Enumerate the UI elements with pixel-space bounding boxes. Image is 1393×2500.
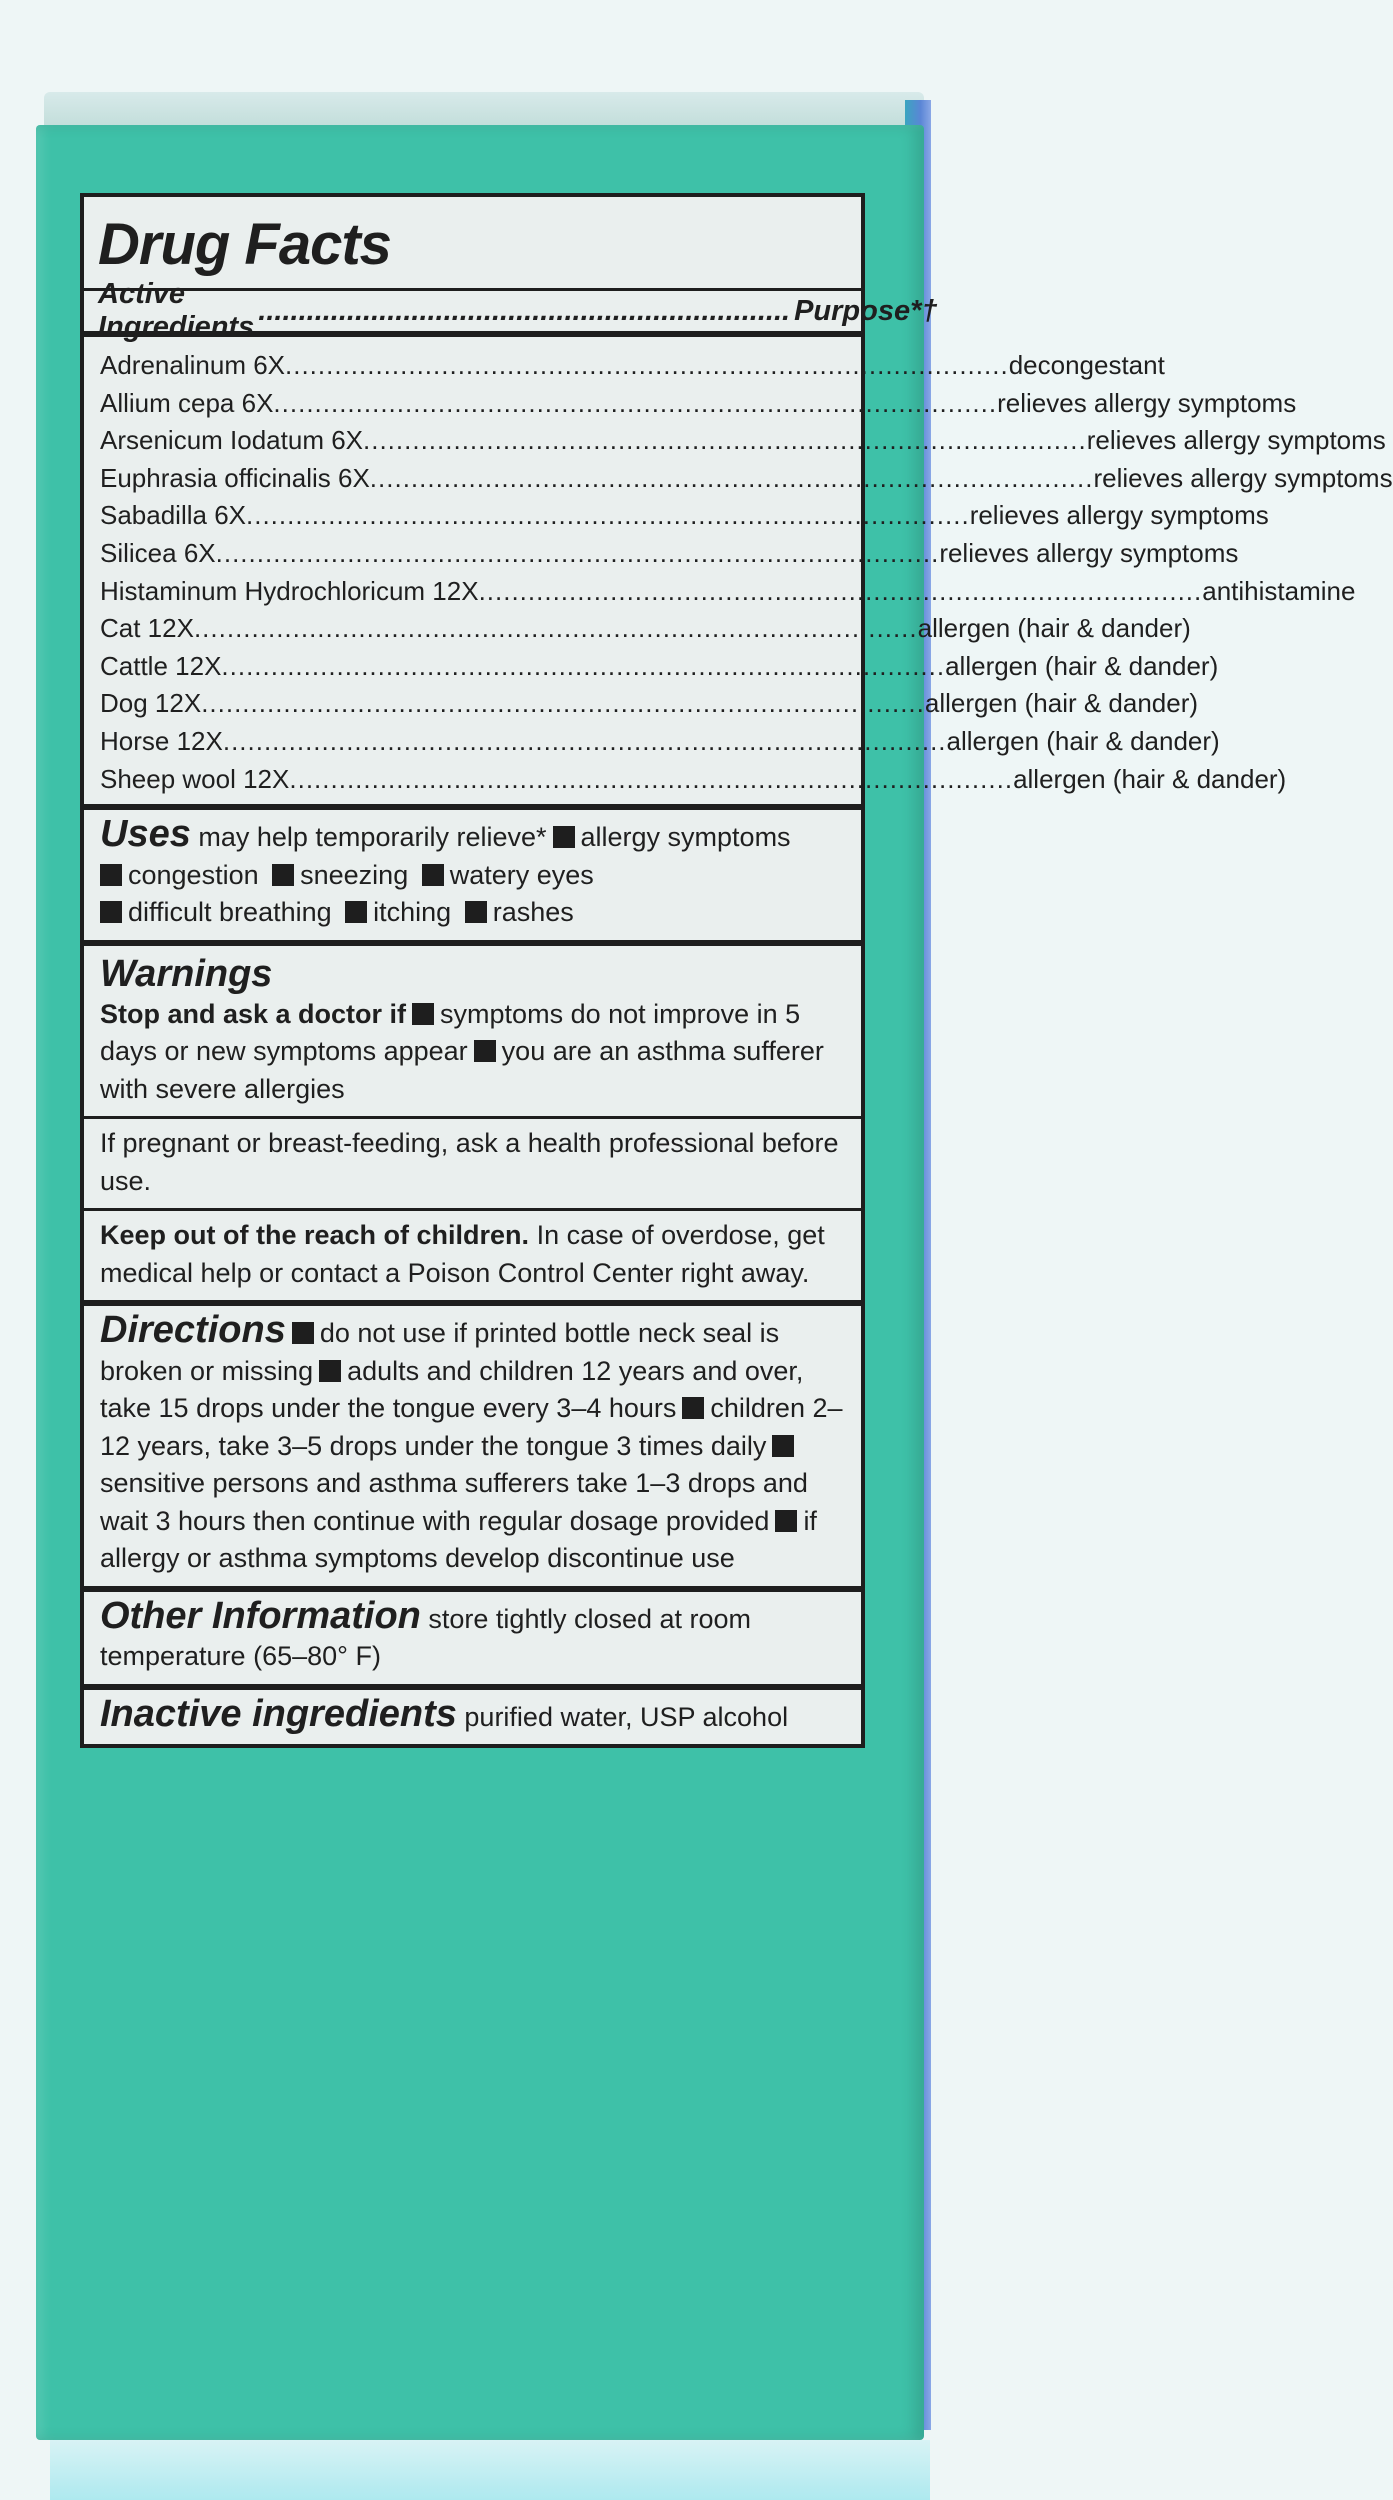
ingredient-name: Histaminum Hydrochloricum 12X — [100, 575, 479, 606]
ingredient-row — [100, 535, 1239, 573]
ingredient-purpose: allergen (hair & dander) — [945, 650, 1219, 681]
leader-dots: ........................................................................................ — [369, 462, 1094, 493]
bullet-square-icon — [100, 901, 122, 923]
leader-dots: ........................................................................................ — [478, 575, 1203, 606]
bullet-square-icon — [272, 864, 294, 886]
ingredient-purpose: relieves allergy symptoms — [1086, 425, 1386, 456]
ingredient-name: Arsenicum Iodatum 6X — [100, 425, 364, 456]
uses-heading: Uses — [100, 813, 191, 856]
ingredient-name: Horse 12X — [100, 725, 223, 756]
ingredient-purpose: allergen (hair & dander) — [924, 688, 1199, 719]
ingredient-row — [100, 685, 1199, 723]
box-bottom-edge — [50, 2440, 930, 2500]
active-ingredients-label: Active Ingredients — [98, 278, 255, 343]
ingredient-name: Adrenalinum 6X — [100, 350, 285, 380]
keep-out-bold-text: Keep out of the reach of children. — [100, 1220, 530, 1251]
ingredient-purpose: decongestant — [1008, 350, 1165, 380]
ingredient-name: Cat 12X — [100, 613, 194, 644]
drug-facts-title: Drug Facts — [98, 212, 391, 277]
ingredient-purpose: allergen (hair & dander) — [917, 613, 1191, 644]
other-information-section — [84, 1592, 861, 1690]
uses-item: rashes — [492, 897, 574, 928]
bullet-square-icon — [682, 1397, 704, 1419]
warnings-heading: Warnings — [100, 952, 273, 995]
ingredient-purpose: relieves allergy symptoms — [997, 387, 1297, 418]
leader-dots: ........................................................................................ — [221, 650, 946, 681]
uses-item: allergy symptoms — [580, 822, 791, 853]
drug-facts-title-section — [84, 197, 861, 291]
leader-dots: ........................................................................................ — [193, 613, 918, 644]
direction-item: adults and children 12 years and over, take 15 drops under the tongue every 3–4 hours — [100, 1355, 804, 1424]
uses-intro: may help temporarily relieve* — [198, 822, 547, 853]
warning-item: you are an asthma sufferer with severe allergies — [100, 1036, 824, 1104]
ingredient-row — [100, 761, 1287, 799]
bullet-square-icon — [345, 901, 367, 923]
direction-item: sensitive persons and asthma sufferers take 1–3 drops and wait 3 hours then continue with regular dosage provided — [100, 1468, 808, 1536]
ingredient-purpose: allergen (hair & dander) — [1013, 763, 1287, 794]
bullet-square-icon — [422, 864, 444, 886]
leader-dots: ........................................................................................ — [289, 763, 1014, 794]
ingredient-row — [100, 347, 1165, 385]
ingredient-row — [100, 648, 1219, 686]
uses-section — [84, 810, 861, 946]
drug-facts-panel — [80, 193, 1393, 1748]
ingredient-name: Sheep wool 12X — [100, 763, 290, 794]
leader-dots: ........................................................................................ — [273, 387, 998, 418]
ingredient-purpose: antihistamine — [1202, 575, 1356, 606]
leader-dots: .................................................................. — [258, 294, 791, 327]
ingredient-purpose: relieves allergy symptoms — [1093, 462, 1393, 493]
inactive-ingredients-heading: Inactive ingredients — [100, 1692, 457, 1735]
leader-dots: ........................................................................................ — [363, 425, 1087, 456]
uses-item: sneezing — [300, 859, 409, 890]
purpose-label: Purpose*† — [794, 294, 938, 327]
ingredient-row — [100, 610, 1191, 648]
uses-item: itching — [373, 897, 452, 928]
other-information-heading: Other Information — [100, 1594, 421, 1637]
bullet-square-icon — [412, 1003, 434, 1025]
ingredient-name: Silicea 6X — [100, 537, 216, 568]
ingredient-purpose: relieves allergy symptoms — [939, 537, 1239, 568]
ingredient-row — [100, 497, 1269, 535]
ingredient-purpose: allergen (hair & dander) — [946, 725, 1220, 756]
warning-item: symptoms do not improve in 5 days or new symptoms appear — [100, 998, 801, 1067]
ingredient-name: Sabadilla 6X — [100, 500, 246, 531]
ingredient-name: Euphrasia officinalis 6X — [100, 462, 370, 493]
direction-item: if allergy or asthma symptoms develop discontinue use — [100, 1505, 817, 1574]
inactive-ingredients-section — [84, 1690, 861, 1745]
ingredient-name: Allium cepa 6X — [100, 387, 274, 418]
bullet-square-icon — [553, 826, 575, 848]
directions-heading: Directions — [100, 1309, 286, 1352]
bullet-square-icon — [775, 1510, 797, 1532]
leader-dots: ........................................................................................ — [201, 688, 925, 719]
ingredient-row — [100, 723, 1220, 761]
leader-dots: ........................................................................................ — [246, 500, 970, 531]
uses-item: congestion — [128, 859, 259, 890]
direction-item: do not use if printed bottle neck seal is broken or missing — [100, 1318, 780, 1386]
bullet-square-icon — [100, 864, 122, 886]
ingredient-row — [100, 573, 1356, 611]
bullet-square-icon — [292, 1322, 314, 1344]
ingredient-row — [100, 422, 1386, 460]
ingredients-list — [84, 337, 1393, 810]
bullet-square-icon — [319, 1360, 341, 1382]
direction-item: children 2–12 years, take 3–5 drops under the tongue 3 times daily — [100, 1393, 843, 1461]
ingredient-row — [100, 385, 1297, 423]
bullet-square-icon — [772, 1435, 794, 1457]
keep-out-warning — [84, 1211, 861, 1306]
pregnancy-warning-text: If pregnant or breast-feeding, ask a health professional before use. — [100, 1128, 839, 1196]
directions-section — [84, 1306, 861, 1592]
ingredient-purpose: relieves allergy symptoms — [969, 500, 1269, 531]
stop-ask-doctor-label: Stop and ask a doctor if — [100, 998, 407, 1029]
ingredient-row — [100, 460, 1393, 498]
ingredient-name: Dog 12X — [100, 688, 202, 719]
uses-item: watery eyes — [449, 859, 594, 890]
uses-item: difficult breathing — [128, 897, 332, 928]
ingredient-name: Cattle 12X — [100, 650, 222, 681]
inactive-ingredients-text: purified water, USP alcohol — [464, 1701, 789, 1732]
leader-dots: ........................................................................................ — [222, 725, 947, 756]
leader-dots: ........................................................................................ — [215, 537, 940, 568]
bullet-square-icon — [465, 901, 487, 923]
keep-out-text: In case of overdose, get medical help or contact a Poison Control Center right away. — [100, 1220, 825, 1288]
active-ingredients-header — [84, 278, 938, 343]
bullet-square-icon — [474, 1040, 496, 1062]
pregnancy-warning — [84, 1119, 861, 1211]
warnings-section — [84, 946, 861, 1120]
leader-dots: ........................................................................................ — [285, 350, 1009, 380]
other-information-text: store tightly closed at room temperature (65–80° F) — [100, 1603, 752, 1672]
